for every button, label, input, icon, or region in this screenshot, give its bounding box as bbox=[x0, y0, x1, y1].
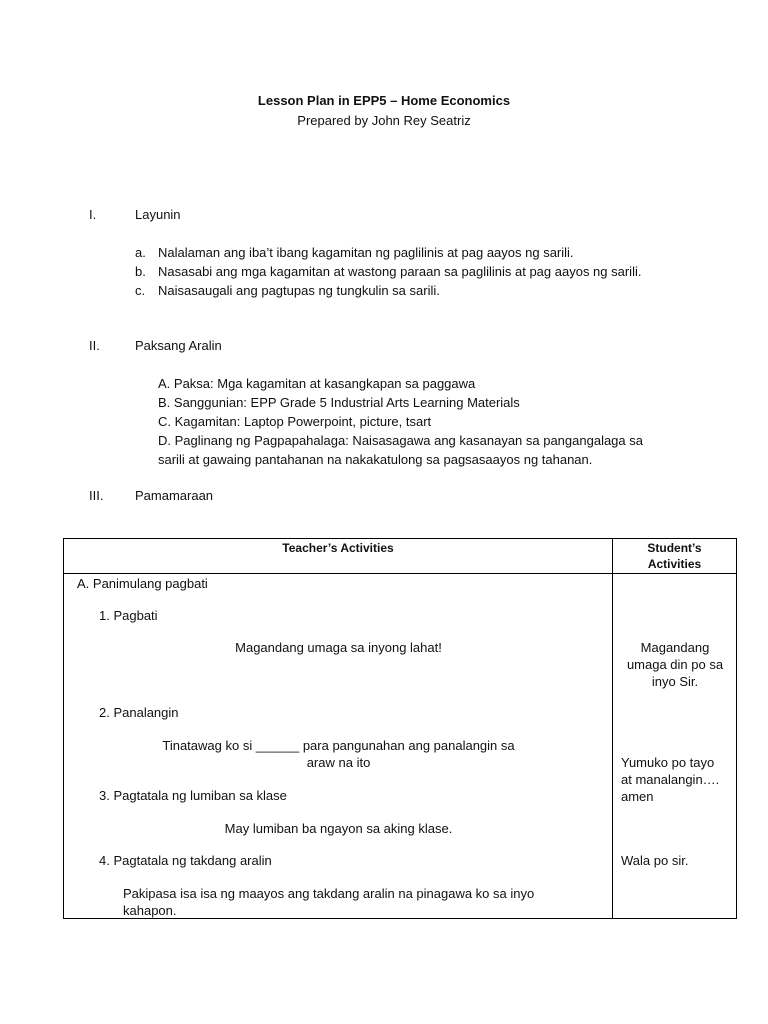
step-3-label: 3. Pagtatala ng lumiban sa klase bbox=[99, 788, 287, 803]
greeting-line: Magandang umaga sa inyong lahat! bbox=[235, 640, 442, 655]
objective-marker: b. bbox=[135, 264, 146, 279]
objective-item bbox=[135, 245, 574, 260]
attendance-line: May lumiban ba ngayon sa aking klase. bbox=[224, 821, 453, 836]
step-1-label: 1. Pagbati bbox=[99, 608, 158, 623]
student-prayer-response: Yumuko po tayo at manalangin…. amen bbox=[621, 755, 720, 804]
objective-marker: a. bbox=[135, 245, 146, 260]
objective-item bbox=[135, 264, 641, 279]
student-greeting-response: Magandang umaga din po sa inyo Sir. bbox=[626, 640, 724, 689]
objective-item bbox=[135, 283, 440, 298]
section-2-number: II. bbox=[89, 338, 100, 353]
student-activities-cell bbox=[613, 574, 737, 919]
objective-text: Naisasaugali ang pagtupas ng tungkulin sa sarili. bbox=[158, 283, 440, 298]
teacher-activities-cell bbox=[64, 574, 613, 919]
student-attendance-response: Wala po sir. bbox=[621, 853, 689, 868]
table-header-row bbox=[64, 539, 737, 574]
section-1-title: Layunin bbox=[135, 207, 181, 222]
objective-text: Nalalaman ang iba’t ibang kagamitan ng paglilinis at pag aayos ng sarili. bbox=[158, 245, 574, 260]
page-subtitle: Prepared by John Rey Seatriz bbox=[297, 113, 471, 128]
homework-line-1: Pakipasa isa isa ng maayos ang takdang aralin na pinagawa ko sa inyo bbox=[123, 886, 535, 901]
step-4-label: 4. Pagtatala ng takdang aralin bbox=[99, 853, 272, 868]
prayer-line-2: araw na ito bbox=[306, 755, 371, 770]
student-activities-header: Student’s Activities bbox=[613, 539, 737, 574]
table-row bbox=[64, 574, 737, 919]
section-2-title: Paksang Aralin bbox=[135, 338, 222, 353]
objective-marker: c. bbox=[135, 283, 146, 298]
teacher-activities-header: Teacher’s Activities bbox=[64, 539, 613, 574]
page-title: Lesson Plan in EPP5 – Home Economics bbox=[257, 93, 511, 108]
prayer-line-1: Tinatawag ko si ______ para pangunahan ang panalangin sa bbox=[162, 738, 515, 753]
subject-line: sarili at gawaing pantahanan na nakakatulong sa pagsasaayos ng tahanan. bbox=[158, 452, 593, 467]
subject-line: D. Paglinang ng Pagpapahalaga: Naisasagawa ang kasanayan sa pangangalaga sa bbox=[158, 433, 643, 448]
homework-line-2: kahapon. bbox=[123, 903, 177, 918]
subject-line: A. Paksa: Mga kagamitan at kasangkapan sa paggawa bbox=[158, 376, 476, 391]
subject-line: B. Sanggunian: EPP Grade 5 Industrial Arts Learning Materials bbox=[158, 395, 520, 410]
part-a-heading: A. Panimulang pagbati bbox=[77, 576, 208, 591]
subject-line: C. Kagamitan: Laptop Powerpoint, picture, tsart bbox=[158, 414, 432, 429]
section-3-title: Pamamaraan bbox=[135, 488, 214, 503]
activities-table bbox=[63, 538, 737, 919]
step-2-label: 2. Panalangin bbox=[99, 705, 179, 720]
section-1-number: I. bbox=[89, 207, 97, 222]
objective-text: Nasasabi ang mga kagamitan at wastong paraan sa paglilinis at pag aayos ng sarili. bbox=[158, 264, 642, 279]
section-3-number: III. bbox=[89, 488, 104, 503]
